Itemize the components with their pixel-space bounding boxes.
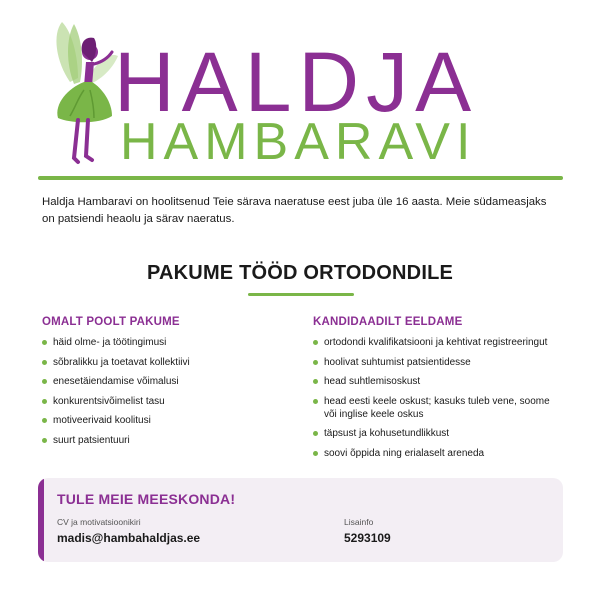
cta-accent-bar (38, 478, 44, 562)
title-underline (248, 293, 354, 296)
list-item: häid olme- ja töötingimusi (42, 336, 292, 349)
bullet-icon (42, 418, 47, 423)
bullet-icon (42, 438, 47, 443)
bullet-icon (313, 431, 318, 436)
bullet-icon (313, 360, 318, 365)
bullet-icon (42, 360, 47, 365)
intro-text: Haldja Hambaravi on hoolitsenud Teie särava naeratuse eest juba üle 16 aasta. Meie südameasjaks on patsiendi heaolu ja särav naeratus. (42, 196, 547, 225)
email-link[interactable]: madis@hambahaldjas.ee (57, 531, 201, 545)
bullet-icon (42, 399, 47, 404)
offer-column (42, 316, 292, 453)
offer-list (42, 336, 292, 447)
requirements-heading: KANDIDAADILT EELDAME (313, 316, 463, 328)
bullet-icon (313, 451, 318, 456)
bullet-icon (313, 379, 318, 384)
bullet-icon (313, 340, 318, 345)
cta-box (38, 478, 563, 562)
cv-label: CV ja motivatsioonikiri (57, 517, 141, 527)
list-item: motiveerivaid koolitusi (42, 414, 292, 427)
list-item: hoolivat suhtumist patsientidesse (313, 356, 563, 369)
page-title: PAKUME TÖÖD ORTODONDILE (146, 262, 454, 284)
bullet-icon (42, 340, 47, 345)
logo-text-hambaravi: HAMBARAVI (120, 113, 477, 171)
bullet-icon (42, 379, 47, 384)
phone-number[interactable]: 5293109 (344, 531, 391, 545)
list-item: soovi õppida ning erialaselt areneda (313, 447, 563, 460)
logo (48, 12, 478, 170)
list-item: head suhtlemisoskust (313, 375, 563, 388)
logo-text-haldja: HALDJA (114, 35, 479, 129)
list-item: enesetäiendamise võimalusi (42, 375, 292, 388)
list-item: suurt patsientuuri (42, 434, 292, 447)
offer-heading: OMALT POOLT PAKUME (42, 316, 180, 328)
info-label: Lisainfo (344, 517, 374, 527)
list-item: ortodondi kvalifikatsiooni ja kehtivat registreeringut (313, 336, 563, 349)
bullet-icon (313, 399, 318, 404)
fairy-icon (48, 12, 122, 168)
requirements-list (313, 336, 563, 460)
divider (38, 176, 563, 180)
list-item: täpsust ja kohusetundlikkust (313, 427, 563, 440)
list-item: head eesti keele oskust; kasuks tuleb vene, soome või inglise keele oskus (313, 395, 563, 421)
list-item: konkurentsivõimelist tasu (42, 395, 292, 408)
cta-title: TULE MEIE MEESKONDA! (57, 491, 236, 507)
requirements-column (313, 316, 563, 466)
list-item: sõbralikku ja toetavat kollektiivi (42, 356, 292, 369)
